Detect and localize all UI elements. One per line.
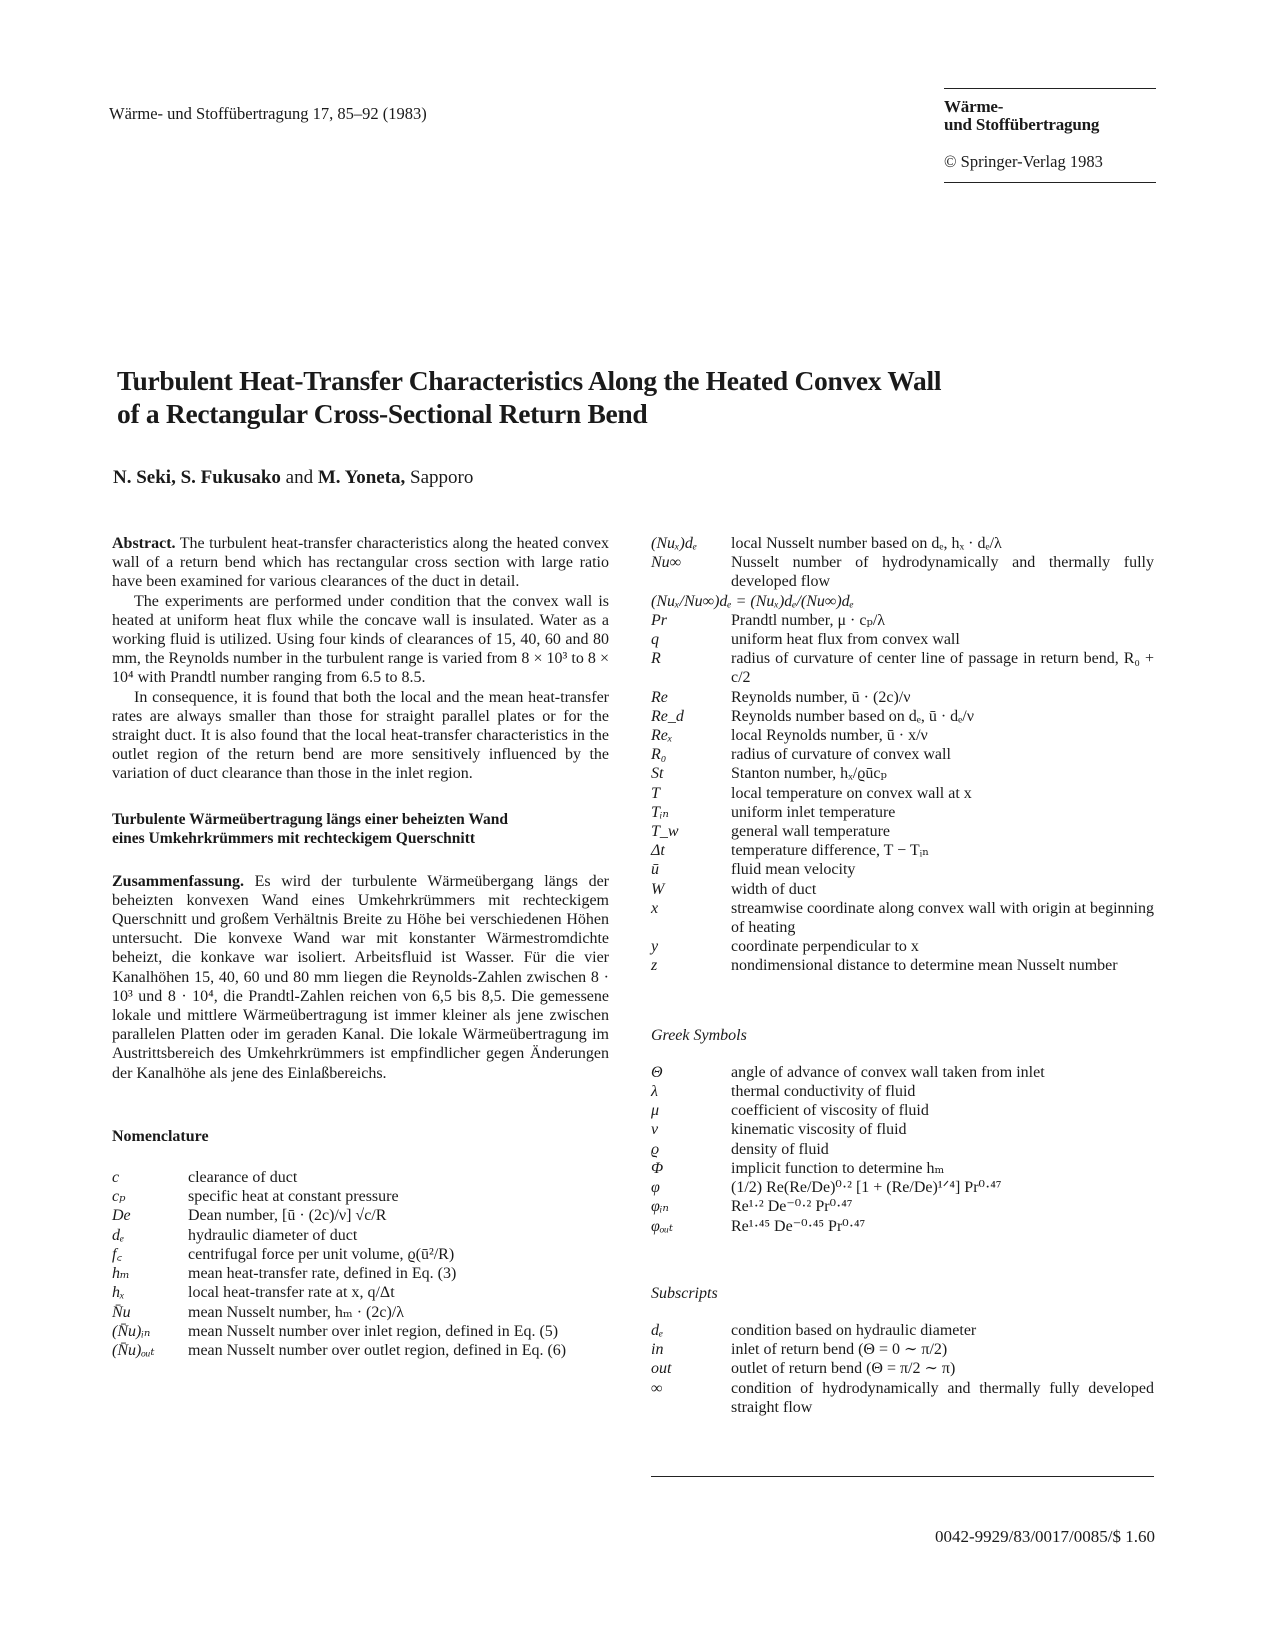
symbol: x <box>651 899 659 917</box>
subscript-row <box>651 1340 1154 1359</box>
definition: width of duct <box>731 880 817 898</box>
definition: Reynolds number based on dₑ, ū · dₑ/ν <box>731 707 974 725</box>
author-location: Sapporo <box>410 467 474 488</box>
symbol: W <box>651 880 665 898</box>
nomenclature-row <box>112 1206 609 1225</box>
subscript-row <box>651 1321 1154 1340</box>
symbol: y <box>651 938 659 956</box>
abstract-paragraph-1 <box>112 534 609 592</box>
greek-symbol-row <box>651 1197 1154 1216</box>
symbol: T <box>651 784 660 802</box>
symbol: f꜀ <box>112 1245 122 1263</box>
nomenclature-row <box>651 764 1154 783</box>
nomenclature-row <box>651 553 1154 591</box>
nomenclature-row <box>651 745 1154 764</box>
symbol: ν <box>651 1121 659 1139</box>
definition: Reynolds number, ū · (2c)/ν <box>731 688 911 706</box>
nomenclature-row <box>651 726 1154 745</box>
greek-symbol-row <box>651 1101 1154 1120</box>
definition: condition of hydrodynamically and thermally fully developed straight flow <box>731 1379 1154 1416</box>
german-title-line1: Turbulente Wärmeübertragung längs einer beheizten Wand <box>112 810 508 828</box>
author-line <box>113 467 473 489</box>
symbol: c <box>112 1169 120 1187</box>
definition: Nusselt number of hydrodynamically and thermally fully developed flow <box>731 554 1154 591</box>
definition: mean heat-transfer rate, defined in Eq. (3) <box>188 1265 457 1283</box>
definition: density of fluid <box>731 1140 829 1158</box>
symbol: φₒᵤₜ <box>651 1217 674 1235</box>
greek-symbols-table <box>651 1063 1154 1236</box>
title-line1: Turbulent Heat-Transfer Characteristics Along the Heated Convex Wall <box>117 365 942 396</box>
abstract-paragraph-2: The experiments are performed under condition that the convex wall is heated at uniform heat flux while the concave wall is insulated. Water as a working fluid is utilized. Using four kinds of clearances of 15, 40, 60 and 80 mm, the Reynolds number in the turbulent range is varied from 8 × 10³ to 8 × 10⁴ with Prandtl number ranging from 6.5 to 8.5. <box>112 592 609 687</box>
bottom-rule <box>651 1476 1154 1477</box>
nomenclature-row <box>651 630 1154 649</box>
author-fukusako: S. Fukusako <box>180 467 281 488</box>
symbol: φ <box>651 1179 660 1197</box>
definition: Re¹·² De⁻⁰·² Pr⁰·⁴⁷ <box>731 1198 853 1216</box>
definition: radius of curvature of center line of passage in return bend, R₀ + c/2 <box>731 650 1154 687</box>
nomenclature-row <box>651 841 1154 860</box>
symbol: Θ <box>651 1063 663 1081</box>
nomenclature-row <box>651 688 1154 707</box>
symbol: λ <box>651 1083 658 1101</box>
symbol: Pr <box>651 611 667 629</box>
definition: temperature difference, T − Tᵢₙ <box>731 842 930 860</box>
definition: local Nusselt number based on dₑ, hₓ · dₑ/λ <box>731 535 1002 552</box>
nomenclature-row <box>651 592 1154 611</box>
nomenclature-row <box>112 1226 609 1245</box>
greek-symbol-row <box>651 1140 1154 1159</box>
nomenclature-table-right <box>651 534 1154 976</box>
nomenclature-row <box>112 1341 609 1360</box>
definition: Stanton number, hₓ/ϱūcₚ <box>731 765 887 783</box>
title-line2: of a Rectangular Cross-Sectional Return Bend <box>117 398 648 429</box>
definition: uniform heat flux from convex wall <box>731 631 960 649</box>
nomenclature-row <box>651 956 1154 975</box>
right-column <box>651 534 1154 1417</box>
author-seki: N. Seki, <box>113 467 176 488</box>
definition: Prandtl number, μ · cₚ/λ <box>731 611 886 629</box>
nomenclature-row <box>651 534 1154 553</box>
subscripts-heading: Subscripts <box>651 1284 718 1302</box>
abstract-label: Abstract. <box>112 535 176 552</box>
symbol: ϱ <box>651 1140 660 1158</box>
nomenclature-row <box>651 649 1154 687</box>
symbol: St <box>651 765 664 783</box>
symbol: in <box>651 1341 664 1359</box>
zusammenfassung-paragraph <box>112 872 609 1083</box>
greek-symbol-row <box>651 1178 1154 1197</box>
german-title-line2: eines Umkehrkrümmers mit rechteckigem Querschnitt <box>112 829 476 847</box>
journal-reference: Wärme- und Stoffübertragung 17, 85–92 (1983) <box>109 104 427 123</box>
symbol: (Nuₓ)dₑ <box>651 535 698 552</box>
symbol: N̄u <box>112 1303 131 1321</box>
definition: angle of advance of convex wall taken from inlet <box>731 1063 1045 1081</box>
subscripts-table <box>651 1321 1154 1417</box>
symbol: cₚ <box>112 1188 126 1206</box>
symbol: Reₓ <box>651 727 673 745</box>
symbol: R₀ <box>651 746 667 764</box>
symbol: (N̄u)ᵢₙ <box>112 1322 151 1340</box>
definition: radius of curvature of convex wall <box>731 746 951 764</box>
nomenclature-row <box>651 822 1154 841</box>
symbol: De <box>112 1207 131 1225</box>
symbol: (N̄u)ₒᵤₜ <box>112 1341 155 1359</box>
symbol: hₘ <box>112 1265 130 1283</box>
symbol: out <box>651 1360 672 1378</box>
symbol: Nu∞ <box>651 554 682 572</box>
nomenclature-table-left <box>112 1168 609 1360</box>
symbol: Δt <box>651 842 665 860</box>
nomenclature-row <box>112 1245 609 1264</box>
copyright-notice: © Springer-Verlag 1983 <box>944 152 1103 171</box>
nomenclature-row <box>112 1264 609 1283</box>
definition: (1/2) Re(Re/De)⁰·² [1 + (Re/De)¹ᐟ⁴] Pr⁰·⁴⁷ <box>731 1179 1002 1197</box>
definition: mean Nusselt number, hₘ · (2c)/λ <box>188 1303 404 1321</box>
symbol: dₑ <box>112 1226 125 1244</box>
greek-symbol-row <box>651 1082 1154 1101</box>
publisher-rule-top <box>944 88 1156 89</box>
symbol: R <box>651 650 661 668</box>
definition: implicit function to determine hₘ <box>731 1159 945 1177</box>
definition: coordinate perpendicular to x <box>731 938 919 956</box>
symbol: T_w <box>651 823 679 841</box>
nomenclature-row <box>651 611 1154 630</box>
symbol: φᵢₙ <box>651 1198 669 1216</box>
definition: Dean number, [ū · (2c)/ν] √c/R <box>188 1207 387 1225</box>
greek-symbol-row <box>651 1217 1154 1236</box>
greek-symbol-row <box>651 1159 1154 1178</box>
zusammenfassung-text: Es wird der turbulente Wärmeübergang längs der beheizten konvexen Wand eines Umkehrkrümmers mit rechteckigem Querschnitt und großem Verhältnis Breite zu Höhe bei verschiedenen Höhen untersucht. Die konvexe Wand war mit konstanter Wärmestromdichte beheizt, die konkave war isoliert. Arbeitsfluid ist Wasser. Für die vier Kanalhöhen 15, 40, 60 und 80 mm liegen die Reynolds-Zahlen zwischen 8 · 10³ und 8 · 10⁴, die Prandtl-Zahlen reichen von 6,5 bis 8,5. Die gemessene lokale und mittlere Wärmeübertragung ist immer kleiner als jene zwischen parallelen Platten oder im geraden Kanal. Die lokale Wärmeübertragung im Austrittsbereich des Umkehrkrümmers ist empfindlicher gegen Änderungen der Kanalhöhe als jene des Einlaßbereichs. <box>112 872 610 1082</box>
definition: hydraulic diameter of duct <box>188 1226 358 1244</box>
definition: coefficient of viscosity of fluid <box>731 1102 929 1120</box>
issn-code: 0042-9929/83/0017/0085/$ 1.60 <box>934 1527 1155 1546</box>
nomenclature-row <box>651 707 1154 726</box>
subscript-row <box>651 1359 1154 1378</box>
symbol: z <box>651 957 658 975</box>
definition: streamwise coordinate along convex wall with origin at beginning of heating <box>731 899 1154 937</box>
nomenclature-row <box>112 1168 609 1187</box>
definition: specific heat at constant pressure <box>188 1188 399 1206</box>
definition: thermal conductivity of fluid <box>731 1083 916 1101</box>
definition: condition based on hydraulic diameter <box>731 1321 977 1339</box>
zusammenfassung-label: Zusammenfassung. <box>112 872 245 890</box>
publisher-rule-bottom <box>944 182 1156 183</box>
symbol: Φ <box>651 1159 664 1177</box>
nomenclature-row <box>112 1322 609 1341</box>
nomenclature-row <box>651 880 1154 899</box>
symbol: ū <box>651 861 659 879</box>
definition: general wall temperature <box>731 823 891 841</box>
abstract-text-1: The turbulent heat-transfer characteristics along the heated convex wall of a return bend which has rectangular cross section with large ratio have been examined for various clearances of the duct in detail. <box>112 535 609 591</box>
definition: mean Nusselt number over outlet region, defined in Eq. (6) <box>188 1341 567 1359</box>
nomenclature-row <box>651 899 1154 937</box>
symbol: dₑ <box>651 1321 664 1339</box>
author-yoneta: M. Yoneta, <box>317 467 406 488</box>
greek-symbols-heading: Greek Symbols <box>651 1026 747 1044</box>
symbol: μ <box>651 1102 660 1120</box>
paper-title <box>117 364 1117 430</box>
nomenclature-row <box>651 803 1154 822</box>
symbol: Re <box>651 688 668 706</box>
journal-brand-line1: Wärme- <box>944 97 1004 116</box>
symbol: Tᵢₙ <box>651 803 669 821</box>
definition: centrifugal force per unit volume, ϱ(ū²/R) <box>188 1245 455 1263</box>
nomenclature-heading: Nomenclature <box>112 1127 209 1145</box>
abstract-paragraph-3: In consequence, it is found that both the local and the mean heat-transfer rates are always smaller than those for straight parallel plates or for the straight duct. It is also found that the local heat-transfer characteristics in the outlet region of the return bend are more sensitively influenced by the variation of duct clearance than those in the inlet region. <box>112 688 609 783</box>
greek-symbol-row <box>651 1063 1154 1082</box>
definition: uniform inlet temperature <box>731 803 896 821</box>
journal-brand-line2: und Stoffübertragung <box>944 115 1100 134</box>
symbol: Re_d <box>651 707 684 725</box>
author-conjunction: and <box>285 467 314 488</box>
definition: nondimensional distance to determine mean Nusselt number <box>731 957 1118 975</box>
definition: fluid mean velocity <box>731 861 856 879</box>
greek-symbol-row <box>651 1120 1154 1139</box>
symbol: hₓ <box>112 1284 125 1302</box>
nomenclature-row <box>112 1187 609 1206</box>
symbol-equation: (Nuₓ/Nu∞)dₑ = (Nuₓ)dₑ/(Nu∞)dₑ <box>651 592 854 610</box>
symbol: q <box>651 631 659 649</box>
nomenclature-row <box>112 1283 609 1302</box>
definition: inlet of return bend (Θ = 0 ∼ π/2) <box>731 1341 948 1359</box>
definition: outlet of return bend (Θ = π/2 ∼ π) <box>731 1360 956 1378</box>
definition: local Reynolds number, ū · x/ν <box>731 727 928 745</box>
nomenclature-row <box>651 784 1154 803</box>
left-column <box>112 534 609 1360</box>
definition: clearance of duct <box>188 1169 298 1187</box>
subscript-row <box>651 1379 1154 1417</box>
definition: Re¹·⁴⁵ De⁻⁰·⁴⁵ Pr⁰·⁴⁷ <box>731 1217 866 1235</box>
definition: local heat-transfer rate at x, q/Δt <box>188 1284 395 1302</box>
definition: mean Nusselt number over inlet region, defined in Eq. (5) <box>188 1322 559 1340</box>
nomenclature-row <box>651 937 1154 956</box>
german-title <box>112 810 609 848</box>
symbol: ∞ <box>651 1379 663 1397</box>
definition: kinematic viscosity of fluid <box>731 1121 907 1139</box>
nomenclature-row <box>112 1303 609 1322</box>
definition: local temperature on convex wall at x <box>731 784 972 802</box>
nomenclature-row <box>651 860 1154 879</box>
